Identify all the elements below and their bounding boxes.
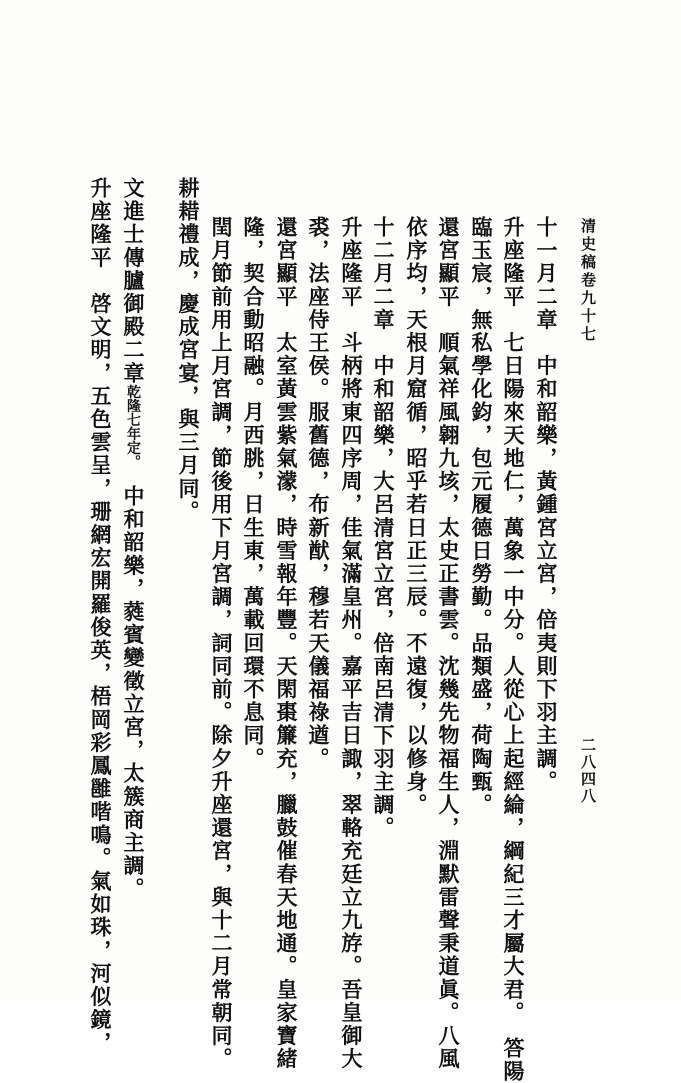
text-column-13 xyxy=(119,177,147,901)
text-column-6: 十二月二章 中和韶樂，大呂清宮立宮，倍南呂清下羽主調。 xyxy=(371,216,396,840)
text-column-10: 隆，契合動昭融。月西朓，日生東，萬載回環不息同。 xyxy=(241,216,266,771)
text-column-9: 還宮顯平 太室黃雲紫氣濛，時雪報年豐。天閑棗簾充，臘鼓催春天地通。皇家寶緒 xyxy=(274,216,299,1071)
page-number: 二八四八 xyxy=(579,737,597,805)
text-column-1: 十一月二章 中和韶樂，黃鍾宮立宮，倍夷則下羽主調。 xyxy=(534,216,559,794)
text-column-4: 還宮顯平 順氣祥風翱九垓，太史正書雲。沈幾先物福生人，淵默雷聲秉道眞。八風 xyxy=(436,216,461,1071)
text-column-7: 升座隆平 斗柄將東四序周，佳氣滿皇州。嘉平吉日諏，翠輅充廷立九斿。吾皇御大 xyxy=(339,216,364,1071)
text-column-11: 閏月節前用上月宮調，節後用下月宮調，詞同前。除夕升座還宮，與十二月常朝同。 xyxy=(209,216,234,1071)
column-13-heading: 文進士傳臚御殿二章 xyxy=(121,177,146,385)
text-column-3: 臨玉宸，無私學化鈞，包元履德日勞勤。品類盛，荷陶甄。 xyxy=(469,216,494,817)
text-column-5: 依序均，天根月窟循，昭乎若日正三辰。不遠復，以修身。 xyxy=(404,216,429,817)
text-column-12: 耕耤禮成，慶成宮宴，與三月同。 xyxy=(176,177,201,524)
date-note: 乾隆七年定。 xyxy=(125,384,141,462)
text-column-8: 裘，法座侍王侯。服舊德，布新猷，穆若天儀福祿遒。 xyxy=(306,216,331,771)
column-13-tail: 中和韶樂，蕤賓變徵立宮，太簇商主調。 xyxy=(121,461,146,901)
text-column-14: 升座隆平 啓文明，五色雲呈，珊網宏開羅俊英，梧岡彩鳳雝喈鳴。氣如珠，河似鏡， xyxy=(88,177,113,1055)
book-title-header: 清史稿卷九十七 xyxy=(579,218,597,344)
text-column-2: 升座隆平 七日陽來天地仁，萬象一中分。人從心上起經綸，綱紀三才屬大君。 答陽 xyxy=(501,216,526,1083)
